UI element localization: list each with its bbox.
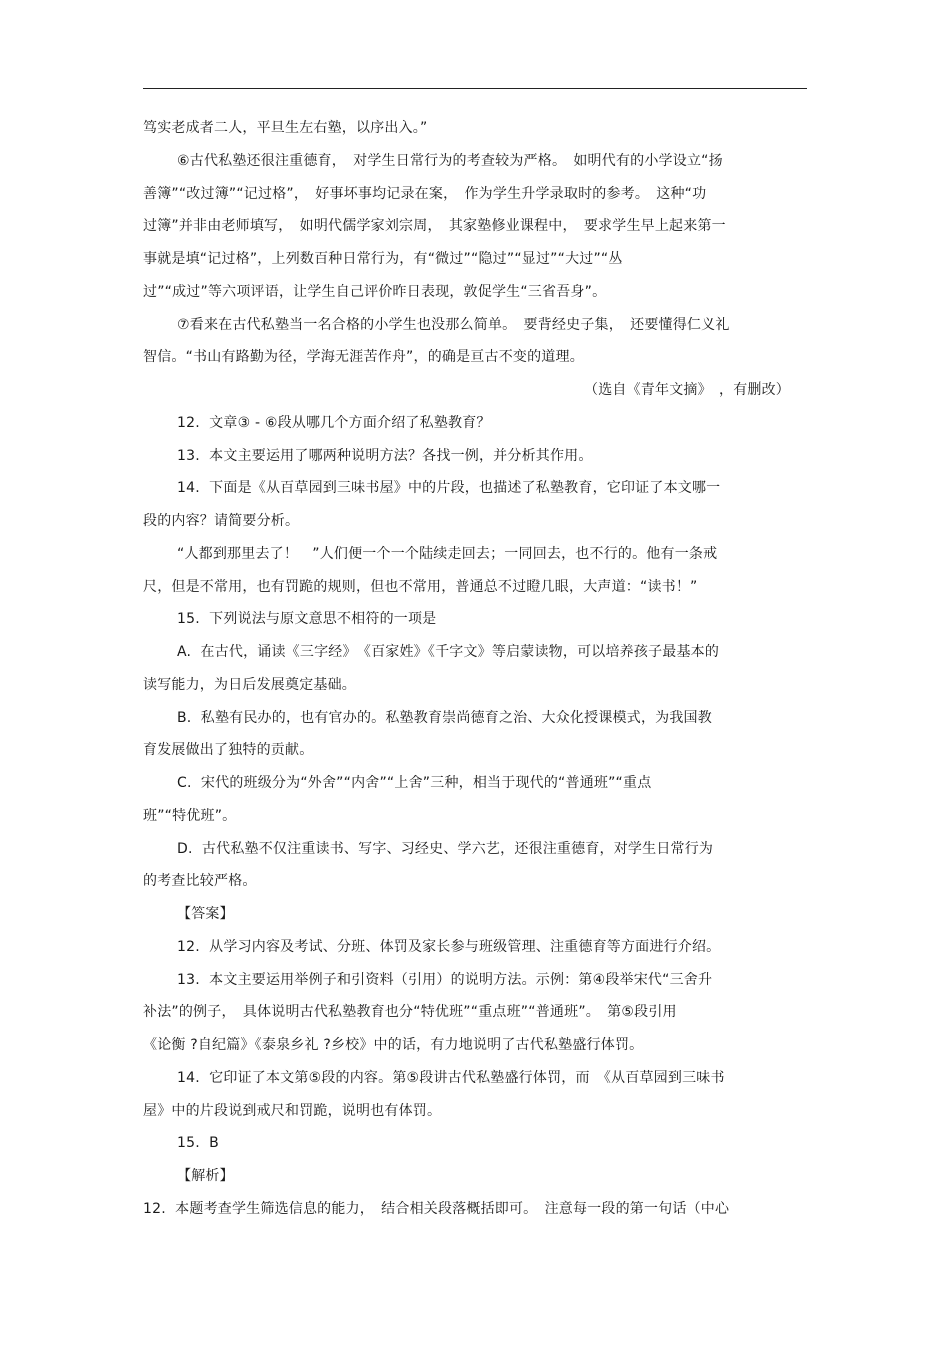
- quoted-excerpt: “人都到那里去了！ ”人们便一个一个陆续走回去；一同回去，也不行的。他有一条戒: [177, 546, 718, 562]
- option-a: A. 在古代，诵读《三字经》 《百家姓》《千字文》等启蒙读物，可以培养孩子最基本的: [177, 644, 720, 660]
- text-line: 读写能力，为日后发展奠定基础。: [143, 677, 356, 693]
- text-line: 段的内容？请简要分析。: [143, 513, 300, 529]
- text-line: 的考查比较严格。: [143, 873, 257, 889]
- text-line: 补法”的例子， 具体说明古代私塾教育也分“特优班”“重点班”“普通班”。 第⑤段引用: [143, 1004, 677, 1020]
- text-line: 事就是填“记过格”，上列数百种日常行为，有“微过”“隐过”“显过”“大过”“丛: [143, 251, 623, 267]
- analysis-12: 12. 本题考查学生筛选信息的能力， 结合相关段落概括即可。 注意每一段的第一句话（中心: [143, 1201, 730, 1217]
- question-14: 14. 下面是《从百草园到三味书屋》中的片段，也描述了私塾教育，它印证了本文哪一: [177, 480, 721, 496]
- answer-14: 14. 它印证了本文第⑤段的内容。第⑤段讲古代私塾盛行体罚，而 《从百草园到三味书: [177, 1070, 725, 1086]
- paragraph-6-line: ⑥古代私塾还很注重德育， 对学生日常行为的考查较为严格。 如明代有的小学设立“扬: [177, 153, 723, 169]
- answer-12: 12. 从学习内容及考试、分班、体罚及家长参与班级管理、注重德育等方面进行介绍。: [177, 939, 721, 955]
- answer-heading: 【答案】: [177, 906, 234, 922]
- text-line: 班”“特优班”。: [143, 808, 237, 824]
- text-line: 过”“成过”等六项评语，让学生自己评价昨日表现，敦促学生“三省吾身”。: [143, 284, 607, 300]
- question-15: 15. 下列说法与原文意思不相符的一项是: [177, 611, 437, 627]
- header-rule: [143, 88, 807, 89]
- text-line: 过簿”并非由老师填写， 如明代儒学家刘宗周， 其家塾修业课程中， 要求学生早上起来第一: [143, 218, 726, 234]
- paragraph-7-line: ⑦看来在古代私塾当一名合格的小学生也没那么简单。 要背经史子集， 还要懂得仁义礼: [177, 317, 730, 333]
- question-13: 13. 本文主要运用了哪两种说明方法？各找一例，并分析其作用。: [177, 448, 593, 464]
- option-d: D. 古代私塾不仅注重读书、写字、习经史、学六艺，还很注重德育，对学生日常行为: [177, 841, 714, 857]
- option-b: B. 私塾有民办的，也有官办的。私塾教育崇尚德育之治、大众化授课模式，为我国教: [177, 710, 712, 726]
- text-line: 善簿”“改过簿”“记过格”， 好事坏事均记录在案， 作为学生升学录取时的参考。 这种“功: [143, 186, 707, 202]
- text-line: 屋》中的片段说到戒尺和罚跪，说明也有体罚。: [143, 1103, 442, 1119]
- question-12: 12. 文章③ - ⑥段从哪几个方面介绍了私塾教育？: [177, 415, 491, 431]
- analysis-heading: 【解析】: [177, 1168, 234, 1184]
- source-citation: （选自《青年文摘》 ，有删改）: [584, 382, 790, 398]
- text-line: 育发展做出了独特的贡献。: [143, 742, 314, 758]
- option-c: C. 宋代的班级分为“外舍”“内舍”“上舍”三种，相当于现代的“普通班”“重点: [177, 775, 652, 791]
- text-line: 《论衡 ?自纪篇》《泰泉乡礼 ?乡校》中的话，有力地说明了古代私塾盛行体罚。: [143, 1037, 644, 1053]
- text-line: 笃实老成者二人，平旦生左右塾，以序出入。”: [143, 120, 428, 136]
- answer-13: 13. 本文主要运用举例子和引资料（引用）的说明方法。示例：第④段举宋代“三舍升: [177, 972, 713, 988]
- text-line: 尺，但是不常用，也有罚跪的规则，但也不常用，普通总不过瞪几眼，大声道：“读书！”: [143, 579, 698, 595]
- answer-15: 15. B: [177, 1135, 219, 1151]
- text-line: 智信。“书山有路勤为径，学海无涯苦作舟”，的确是亘古不变的道理。: [143, 349, 584, 365]
